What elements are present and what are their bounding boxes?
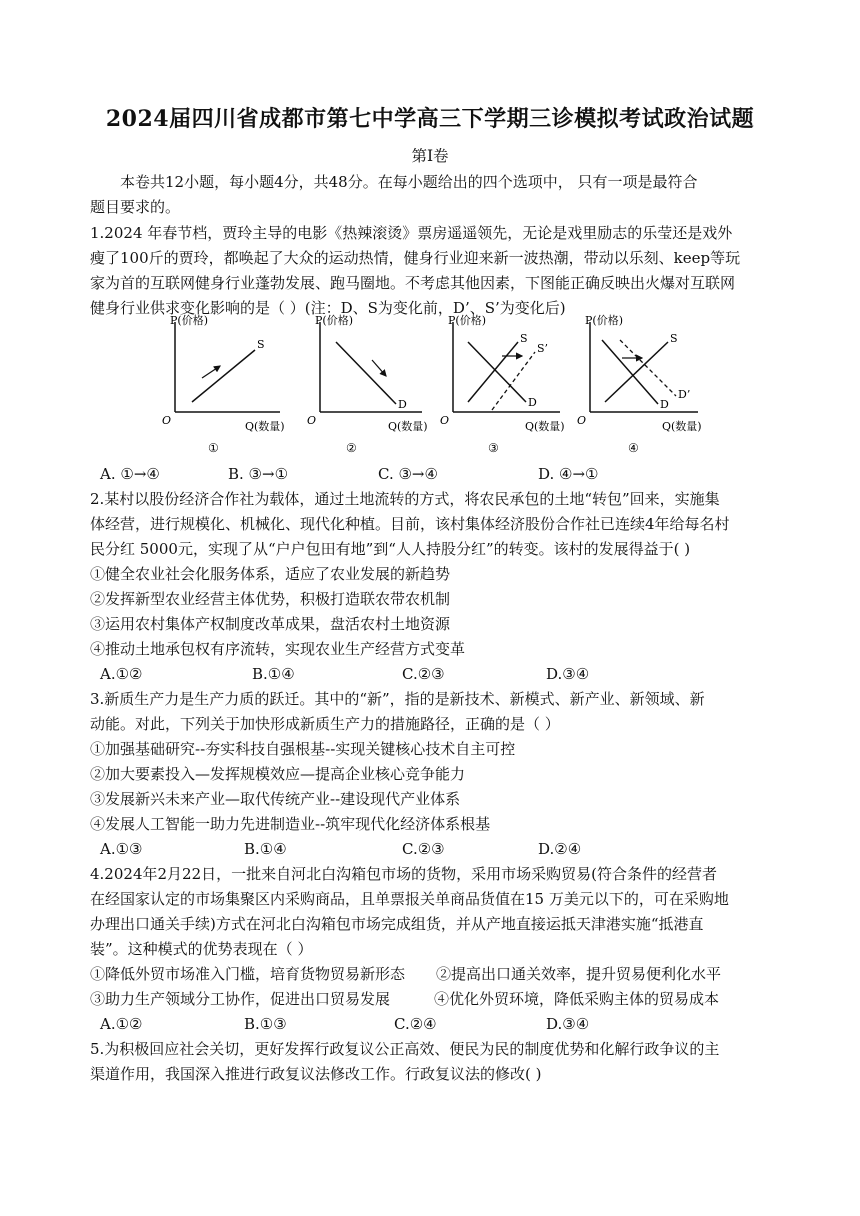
graph-label-4: ④ (628, 441, 639, 455)
q2-option-d[interactable]: D.③④ (546, 665, 590, 683)
q4-option-a[interactable]: A.①② (100, 1015, 143, 1033)
q3-option-b[interactable]: B.①④ (244, 840, 287, 858)
question-2-text: 体经营，进行规模化、机械化、现代化种植。目前，该村集体经济股份合作社已连续4年给每名村 (90, 515, 730, 533)
supply-demand-graphs (150, 312, 710, 460)
graph-4 (577, 313, 702, 455)
question-2-choice: ③运用农村集体产权制度改革成果，盘活农村土地资源 (90, 615, 451, 633)
y-axis-label: P(价格) (585, 314, 623, 327)
question-4-choice: ①降低外贸市场准入门槛，培育货物贸易新形态 (90, 965, 406, 983)
curve-label-d2: D’ (678, 388, 691, 401)
curve-label-s2: S’ (537, 342, 549, 355)
question-2-choice: ①健全农业社会化服务体系，适应了农业发展的新趋势 (90, 565, 451, 583)
question-4-choice: ③助力生产领域分工协作，促进出口贸易发展 (90, 990, 391, 1008)
graph-1 (162, 313, 285, 455)
graph-label-2: ② (346, 441, 357, 455)
origin-label: O (577, 414, 587, 427)
q4-option-c[interactable]: C.②④ (394, 1015, 437, 1033)
shift-arrow (202, 366, 220, 378)
graph-label-3: ③ (488, 441, 499, 455)
curve-label-s: S (520, 332, 528, 345)
q2-option-a[interactable]: A.①② (100, 665, 143, 683)
curve-label-d: D (660, 398, 669, 411)
instructions-line: 本卷共12小题，每小题4分，共48分。在每小题给出的四个选项中， 只有一项是最符合 (120, 173, 698, 191)
q1-option-a[interactable]: A. ①→④ (100, 465, 160, 483)
graph-2 (307, 313, 428, 455)
demand-curve (602, 340, 658, 404)
graph-3 (440, 313, 565, 455)
q3-option-a[interactable]: A.①③ (100, 840, 143, 858)
q4-option-b[interactable]: B.①③ (244, 1015, 287, 1033)
curve-label-s: S (257, 338, 265, 351)
x-axis-label: Q(数量) (525, 420, 565, 433)
question-1-text: 家为首的互联网健身行业蓬勃发展、跑马圈地。不考虑其他因素，下图能正确反映出火爆对互联网 (90, 274, 736, 292)
question-4-choice: ④优化外贸环境，降低采购主体的贸易成本 (434, 990, 720, 1008)
q2-option-c[interactable]: C.②③ (402, 665, 445, 683)
question-3-choice: ④发展人工智能一助力先进制造业--筑牢现代化经济体系根基 (90, 815, 491, 833)
section-heading: 第Ⅰ卷 (411, 147, 449, 165)
page-title: 2024届四川省成都市第七中学高三下学期三诊模拟考试政治试题 (105, 106, 755, 132)
q3-option-c[interactable]: C.②③ (402, 840, 445, 858)
q2-option-b[interactable]: B.①④ (252, 665, 295, 683)
question-3-text: 动能。对此，下列关于加快形成新质生产力的措施路径，正确的是（ ） (90, 715, 560, 733)
supply-curve (192, 350, 255, 402)
y-axis-label: P(价格) (170, 314, 208, 327)
q4-option-d[interactable]: D.③④ (546, 1015, 590, 1033)
question-5-text: 渠道作用，我国深入推进行政复议法修改工作。行政复议法的修改( ) (90, 1065, 542, 1083)
demand-curve (468, 342, 526, 402)
question-2-choice: ④推动土地承包权有序流转，实现农业生产经营方式变革 (90, 640, 466, 658)
q3-option-d[interactable]: D.②④ (538, 840, 582, 858)
question-4-text: 4.2024年2月22日，一批来自河北白沟箱包市场的货物，采用市场采购贸易(符合条件的经营者 (90, 865, 717, 883)
demand-curve (336, 342, 396, 404)
curve-label-d: D (528, 396, 537, 409)
supply-curve (468, 342, 518, 402)
graph-label-1: ① (208, 441, 219, 455)
origin-label: O (162, 414, 172, 427)
question-3-choice: ③发展新兴未来产业—取代传统产业--建设现代产业体系 (90, 790, 461, 808)
question-3-choice: ②加大要素投入—发挥规模效应—提高企业核心竞争能力 (90, 765, 466, 783)
curve-label-d: D (398, 398, 407, 411)
question-1-text: 瘦了100斤的贾玲，都唤起了大众的运动热情，健身行业迎来新一波热潮，带动以乐刻、keep等玩 (90, 249, 741, 267)
curve-label-s: S (670, 332, 678, 345)
question-4-choice: ②提高出口通关效率，提升贸易便利化水平 (436, 965, 722, 983)
question-2-text: 民分红 5000元，实现了从“户户包田有地”到“人人持股分红”的转变。该村的发展得益于( ) (90, 540, 691, 558)
question-4-text: 办理出口通关手续)方式在河北白沟箱包市场完成组货，并从产地直接运抵天津港实施“抵港直 (90, 915, 704, 933)
q1-option-b[interactable]: B. ③→① (228, 465, 289, 483)
question-2-choice: ②发挥新型农业经营主体优势，积极打造联农带农机制 (90, 590, 451, 608)
q1-option-d[interactable]: D. ④→① (538, 465, 599, 483)
origin-label: O (440, 414, 450, 427)
question-4-text: 在经国家认定的市场集聚区内采购商品，且单票报关单商品货值在15 万美元以下的，可在采购地 (90, 890, 729, 908)
origin-label: O (307, 414, 317, 427)
demand-curve-shifted (620, 340, 676, 396)
y-axis-label: P(价格) (448, 314, 486, 327)
question-4-text: 装”。这种模式的优势表现在（ ） (90, 940, 313, 958)
q1-option-c[interactable]: C. ③→④ (378, 465, 438, 483)
question-5-text: 5.为积极回应社会关切，更好发挥行政复议公正高效、便民为民的制度优势和化解行政争议的主 (90, 1040, 720, 1058)
instructions-line: 题目要求的。 (90, 198, 181, 216)
x-axis-label: Q(数量) (245, 420, 285, 433)
question-3-text: 3.新质生产力是生产力质的跃迁。其中的“新”，指的是新技术、新模式、新产业、新领域、新 (90, 690, 705, 708)
y-axis-label: P(价格) (315, 314, 353, 327)
supply-curve (605, 342, 668, 402)
question-1-text: 1.2024 年春节档，贾玲主导的电影《热辣滚烫》票房遥遥领先，无论是戏里励志的乐莹还是戏外 (90, 224, 733, 242)
question-3-choice: ①加强基础研究--夯实科技自强根基--实现关键核心技术自主可控 (90, 740, 516, 758)
question-1-text: 健身行业供求变化影响的是（ ）(注：D、S为变化前，D’、S’为变化后) (90, 299, 566, 317)
x-axis-label: Q(数量) (388, 420, 428, 433)
shift-arrow (372, 360, 386, 376)
x-axis-label: Q(数量) (662, 420, 702, 433)
question-2-text: 2.某村以股份经济合作社为载体，通过土地流转的方式，将农民承包的土地“转包”回来，实施集 (90, 490, 720, 508)
